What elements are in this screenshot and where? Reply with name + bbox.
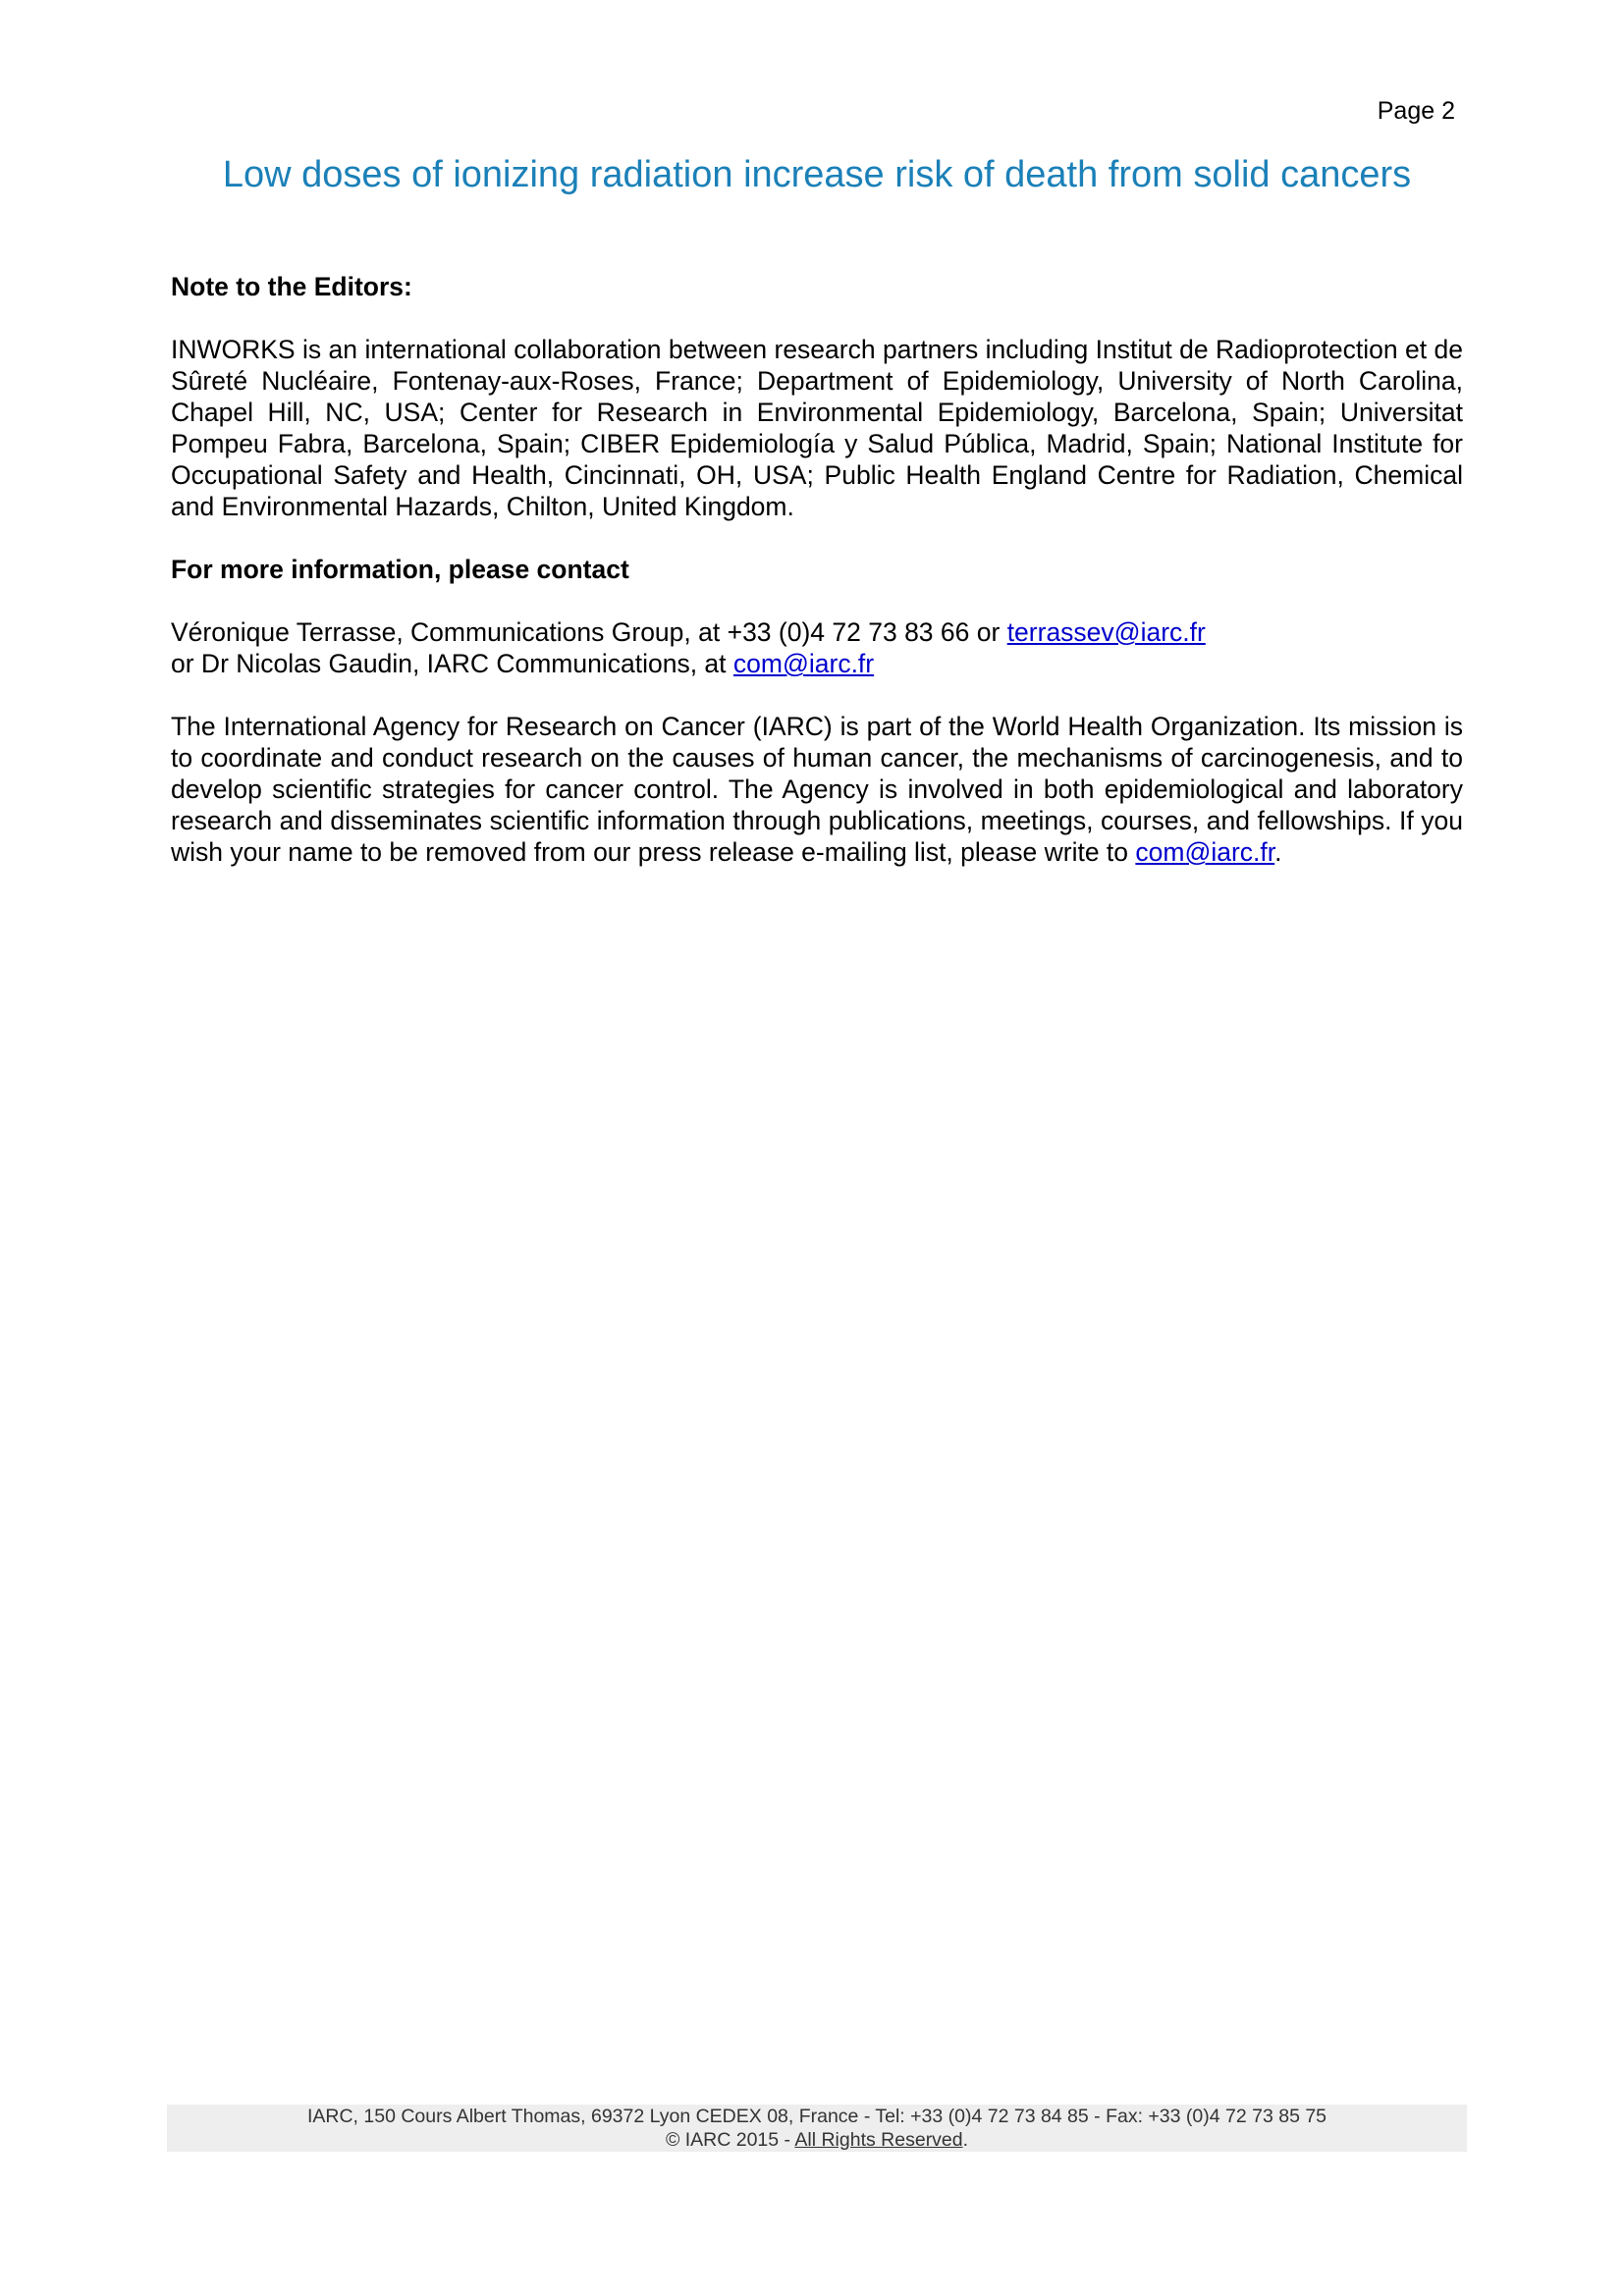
page-title: Low doses of ionizing radiation increase risk of death from solid cancers bbox=[222, 154, 1412, 195]
terrassev-email-link[interactable]: terrassev@iarc.fr bbox=[1006, 617, 1206, 647]
page-footer bbox=[167, 2105, 1467, 2152]
about-iarc-end: . bbox=[1274, 837, 1282, 867]
main-content bbox=[171, 271, 1463, 899]
footer-address: IARC, 150 Cours Albert Thomas, 69372 Lyon CEDEX 08, France - Tel: +33 (0)4 72 73 84 85 - Fax: +33 (0)4 72 73 85 75 bbox=[306, 2106, 1327, 2127]
editors-note-heading: Note to the Editors: bbox=[171, 272, 412, 301]
editors-note-body: INWORKS is an international collaboration between research partners including Institut de Radioprotection et de Sûreté Nucléaire, Fontenay-aux-Roses, France; Department of Epidemiology, University of North Carolina, Chapel Hill, NC, USA; Center for Research in Environmental Epidemiology, Barcelona, Spain; Universitat Pompeu Fabra, Barcelona, Spain; CIBER Epidemiología y Salud Pública, Madrid, Spain; National Institute for Occupational Safety and Health, Cincinnati, OH, USA; Public Health England Centre for Radiation, Chemical and Environmental Hazards, Chilton, United Kingdom. bbox=[171, 335, 1463, 521]
contact-block bbox=[171, 616, 1463, 679]
contact-line-2: or Dr Nicolas Gaudin, IARC Communications, at bbox=[171, 649, 733, 678]
page-number: Page 2 bbox=[1377, 97, 1455, 125]
com-email-link[interactable]: com@iarc.fr bbox=[732, 649, 875, 678]
footer-copyright-line bbox=[167, 2128, 1467, 2152]
footer-rights-end: . bbox=[962, 2129, 969, 2151]
all-rights-reserved-link[interactable]: All Rights Reserved bbox=[794, 2129, 963, 2151]
unsubscribe-email-link[interactable]: com@iarc.fr bbox=[1135, 837, 1275, 867]
about-iarc-paragraph bbox=[171, 711, 1463, 868]
contact-line-1: Véronique Terrasse, Communications Group, at +33 (0)4 72 73 83 66 or bbox=[171, 617, 1007, 647]
about-iarc-body: The International Agency for Research on Cancer (IARC) is part of the World Health Organization. Its mission is to coordinate and conduct research on the causes of human cancer, the mechanisms of carcinogenesis, and to develop scientific strategies for cancer control. The Agency is involved in both epidemiological and laboratory research and disseminates scientific information through publications, meetings, courses, and fellowships. If you wish your name to be removed from our press release e-mailing list, please write to bbox=[171, 712, 1463, 867]
contact-heading: For more information, please contact bbox=[171, 555, 629, 584]
footer-copyright: © IARC 2015 - bbox=[665, 2129, 795, 2151]
